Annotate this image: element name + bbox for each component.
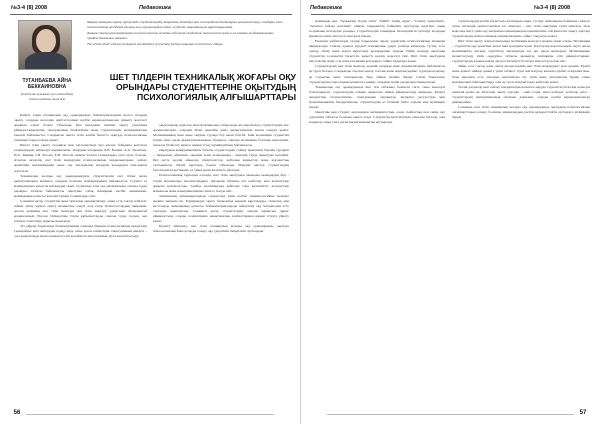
paragraph: Студенттердің шет тілін меңгеру деңгейі олардың жеке ерекшеліктеріне байланысты әр түрлі болады. Сондықтан саралап оқыту, топтық және жұптық жұмыс түрлерін қолдану, әр студентке жеке тапсырмалар беру тиімді нәтиже береді. Сабақ барысында студенттердің өзара қарым-қатынасы дамып, олардың тілдік дағдылары шыңдалады. — [309, 64, 445, 84]
article-title: ШЕТ ТІЛДЕРІН ТЕХНИКАЛЫҚ ЖОҒАРЫ ОҚУ ОРЫНДАРЫ СТУДЕНТТЕРІНЕ ОҚЫТУДЫҢ ПСИХОЛОГИЯЛЫҚ АЛҒЫШАРТТАРЫ — [109, 72, 296, 102]
paragraph: Шетел тілін оқыту теориясы мен әдістемесінде бұл мәселе бойынша көптеген ғалымдардың еңбектері жарияланған. Олардың қатарында Б.В. Беляев, А.А. Леонтьев, И.А. Зимняя, Г.В. Рогова, Е.И. Пассов сияқты белгілі ғалымдарды атап өтуге болады. Аталған авторлар шет тілін меңгерудің психологиялық заңдылықтарын, сөйлеу әрекетінің механизмдерін және оқу материалын игерудің кезеңдерін жан-жақты зерттеген. — [14, 143, 147, 173]
abstract — [87, 20, 295, 47]
paragraph: мамандық деп, "бұлыңғыр тілдің тобы" "бейбіт тілдің оқуы", "Сөйлеу әрекетінің", "Ауызша сөйлеу негізінің" сияқты тақырыптар бойынша зерттеулер жүргізіп, оның теориялық негіздерін ұсынды. Студенттердің танымдық белсенділігін арттыру жолдары әрқашан өзекті мәселе болып қала береді. — [309, 19, 445, 39]
paragraph: Қорыта айтқанда, шет тілін техникалық жоғары оқу орындарында оқытуда психологиялық факторларды ескеру оқу үдерісінің тиімділігін арттырады. — [153, 223, 289, 233]
paragraph: студенттердің кәсіби бағыттағы мәтіндерді оқып, түсінуі, мамандығы бойынша сөйлесе алуы, шетелдік әріптестерімен хат алмасуы – шет тілін оқытудың түпкі мақсаты. Осы мақсатқа жету үшін оқу материалы мамандықтың ерекшелігіне сай іріктеліп, оқыту әдістері студенттердің психологиялық ерекшеліктеріне сәйкес таңдалуы қажет. — [452, 19, 590, 39]
paragraph: Оқытушы мен студент арасындағы ынтымақтастық, өзара сыйластық пен сенім оқу үдерісінің табысты болуына ықпал етеді. Студенттің жетістіктерін уақтылы бағалау, оны мадақтау оның тілге деген қызығушылығын арттырады. — [309, 109, 445, 124]
abstract-english: The article deals with psychological peculiarities of teaching foreign language to technical colleges. — [87, 41, 224, 46]
author-name: ТУГАНБАЕВА АЙНА БЕККАИНОВНА — [22, 78, 72, 90]
paragraph: Тіл үйрену барысында білімалушының алдында бірнеше психологиялық кедергілер туындайды: қате жіберуден қорқу, ұялу, өзіне деген сенімсіздік. Оқытушының міндеті – осы кедергілерді жоюға көмектесетін қолайлы психологиялық ахуал қалыптастыру. — [14, 224, 147, 239]
paragraph: Шет тілін оқыту психологиясында мотивация мәселесі ерекше орын алады. Мотивация – студенттің оқу әрекетіне деген ішкі қозғаушы күші. Зерттеулер көрсеткендей, оқуға деген мотивациясы жоғары студенттер материалды тез әрі терең меңгереді. Мотивацияны қалыптастыру үшін оқытушы сабақты қызықты, мазмұнды етіп ұйымдастырып, студенттердің алдына нақты әрі қол жеткізуге болатын мақсаттар қоюы тиіс. — [452, 39, 590, 64]
footer-rule — [26, 414, 274, 415]
paragraph: Зейін, есте сақтау және ойлау процестерінің шет тілін меңгерудегі рөлі ерекше. Ерікті және еріксіз зейінді дамыту үшін сабақта түрлі жаттығулар кезектестіріліп отырғаны жөн. Ұзақ мерзімді есте сақтауды қамтамасыз ету үшін жаңа материалды бұрын өткен материалмен байланыстыру, оны әр түрлі жағдаяттарда қайталау қажет. — [452, 64, 590, 84]
header-issue: №3-4 (8) 2008 — [11, 5, 48, 11]
right-page-column-1 — [309, 19, 445, 405]
paragraph: Техникалық жоғары оқу орындарындағы студенттердің шет тіліне деген қызығушылығы көбінесе олардың болашақ мамандығымен байланысты. Студент өз мамандығына қатысты мәтіндерді оқып, түсінгенде ғана оқу материалына саналы түрде қарайды. Осыған байланысты оқытушы сабақ мазмұнын кәсіби лексикамен, мамандыққа қатысты жағдаяттармен толықтыруы тиіс. — [14, 173, 147, 198]
author-photo-face — [36, 29, 56, 53]
paragraph: Тілдік дағдылар мен сөйлеу іскерліктерін қалыптастыруда студенттің белсенді қатысуы шешуші мәнге ие. Белсенді оқыту әдістері – кейс-стади, миға шабуыл, жобалар әдісі – студенттердің шығармашылық ойлауын дамытып, оларды кәсіби қарым-қатынасқа дайындайды. — [452, 84, 590, 104]
author-role: Карабулак аулының орта мектебінің психологиялық педагогы — [20, 92, 74, 101]
paragraph: Техникалық оқу орындарында шет тілі сабағына бөлінген сағат саны шектеулі болғандықтан, студенттердің өзіндік жұмысын тиімді ұйымдастыру маңызды. Қазіргі ақпараттық технологиялар, электрондық оқулықтар, интернет ресурстары мен мультимедиялық бағдарламалар студенттердің өз бетінше білім алуына кең мүмкіндік береді. — [309, 84, 445, 109]
paragraph: Оқытудың коммуникативтік бағыты студенттердің сөйлеу әрекетінің барлық түрлерін – тыңдалым, айтылым, оқылым және жазылымды – кешенді түрде дамытуды көздейді. Бұл ретте рөлдік ойындар, пікірталастар, жобалық жұмыстар және жағдаяттық тапсырмалар тиімді құралдар болып табылады. Мұндай әдістер студенттердің белсенділігін арттырып, өз ойын еркін жеткізуге үйретеді. — [153, 148, 289, 173]
author-photo-body — [25, 52, 67, 70]
header-issue: №3-4 (8) 2008 — [534, 5, 571, 11]
paragraph: Сонымен, шет тілін техникалық жоғары оқу орындарында оқытудың психологиялық алғышарттарын ескеру болашақ мамандардың кәсіби құзыреттілігін арттыруға мүмкіндік береді. — [452, 104, 590, 119]
left-page-column-2 — [153, 123, 289, 405]
header-rule — [10, 14, 292, 15]
paragraph: Ғылыми әдебиеттерді талдау барысында оқыту үдерісінің психологиялық мазмұны айқындалды. Сөйлеу әрекеті күрделі психикалық үдеріс ретінде қабылдау, түсіну, есте сақтау, ойлау және жауап құрастыру кезеңдерінен тұрады. Әрбір кезеңде оқытушы студенттің іс-әрекетін бағыттап, қажетті қолдау көрсетуі тиіс. Шет тілін оқытудағы әдістемелік жүйе осы психологиялық кезеңдерге сәйкес құрылуы керек. — [309, 39, 445, 64]
paragraph: оқытушылар дәрістер мен практикалық сабақтарды жоспарлағанда студенттердің жас ерекшеліктерін, олардың білім деңгейін және қызығушылық аясын ескеруі қажет. Мотивацияның ішкі және сыртқы түрлері бар екені белгілі. Ішкі мотивация студенттің тілдің өзіне деген қызығушылығынан туындаса, сыртқы мотивация болашақ мансаппен, шетелде білім алу немесе жұмыс істеу мүмкіндігімен байланысты. — [153, 123, 289, 148]
abstract-kazakh: Мақала мазмұны оқыту процесінде студенттердің теориялық білімдері мен тәжірибелік дағдыларын қалыптастыру жолдары, яғни психологиялық негіздерін бағалау мен оқушылардың ойлау жүйесіне маңыздылығы қарастырылады. — [87, 20, 283, 29]
page-number: 56 — [13, 410, 21, 416]
paragraph: Психологиялық тұрғыдан алғанда, шет тілін оқытудағы маңызды кезеңдердің бірі – тілдік материалды автоматтандыру. Дағдылар бірнеше рет қайталау мен жаттығулар арқылы қалыптасады. Алайда механикалық қайталау ғана жеткіліксіз, жаттығулар мағыналы және коммуникативтік сипатта болуы тиіс. — [153, 173, 289, 193]
header-rule — [311, 14, 592, 15]
left-page-column-1 — [14, 113, 147, 405]
footer-rule — [327, 414, 574, 415]
paragraph: Қазіргі таңда техникалық оқу орындарында білімалушылармен шетел тілдерін оқыту, олардың шетелдік әріптестерімен кәсіби қарым-қатынасын дамыту мәселесі әрқашан өзекті болып табылады. Бұл мәселенің шешімі оқыту үдерісінің ұйымдастырылуына, оқытушының біліктілігіне және студенттердің мотивациясына тікелей байланысты. Сондықтан шетел тілін кәсіби бағытта оқытуда психологиялық алғышарттарды ескеру қажет. — [14, 113, 147, 143]
header-section: Педагогика — [310, 5, 342, 11]
right-page-column-2 — [452, 19, 590, 405]
abstract-russian: Данная статья рассматривает психологические аспекты обучения студентов технических вузов и их влияние на формирование профессиональных навыков. — [87, 30, 274, 40]
right-page — [300, 0, 600, 424]
page-number: 57 — [579, 410, 587, 416]
author-photo — [18, 20, 72, 70]
paragraph: Техникалық мамандықтардың студенттері үшін кәсіби терминологияны меңгеру ерекше маңызға ие. Терминдерді оқыту барысында көрнекі құралдарды, схемалар мен кестелерді, мамандыққа қатысты бейнематериалдарды пайдалану оқу материалын есте сақтауды жеңілдетеді. Сонымен қатар студенттердің өзіндік жұмысын дұрыс ұйымдастыру, оларды сөздіктермен, анықтамалық әдебиеттермен жұмыс істеуге үйрету қажет. — [153, 193, 289, 223]
paragraph: Сонымен қатар студенттің жеке тұлғалық ерекшеліктері, оның есте сақтау қабілеті, зейіні, ойлау жүйесі оқыту нәтижесіне елеулі әсер етеді. Психологтардың пікірінше, ересек адамның шет тілін меңгеруі ана тілін меңгеру үдерісінен айтарлықтай ерекшеленеді. Ересек білімалушы тілдік құбылыстарды саналы түрде талдап, ана тілімен салыстыру арқылы меңгереді. — [14, 198, 147, 223]
header-section: Педагогика — [139, 5, 171, 11]
